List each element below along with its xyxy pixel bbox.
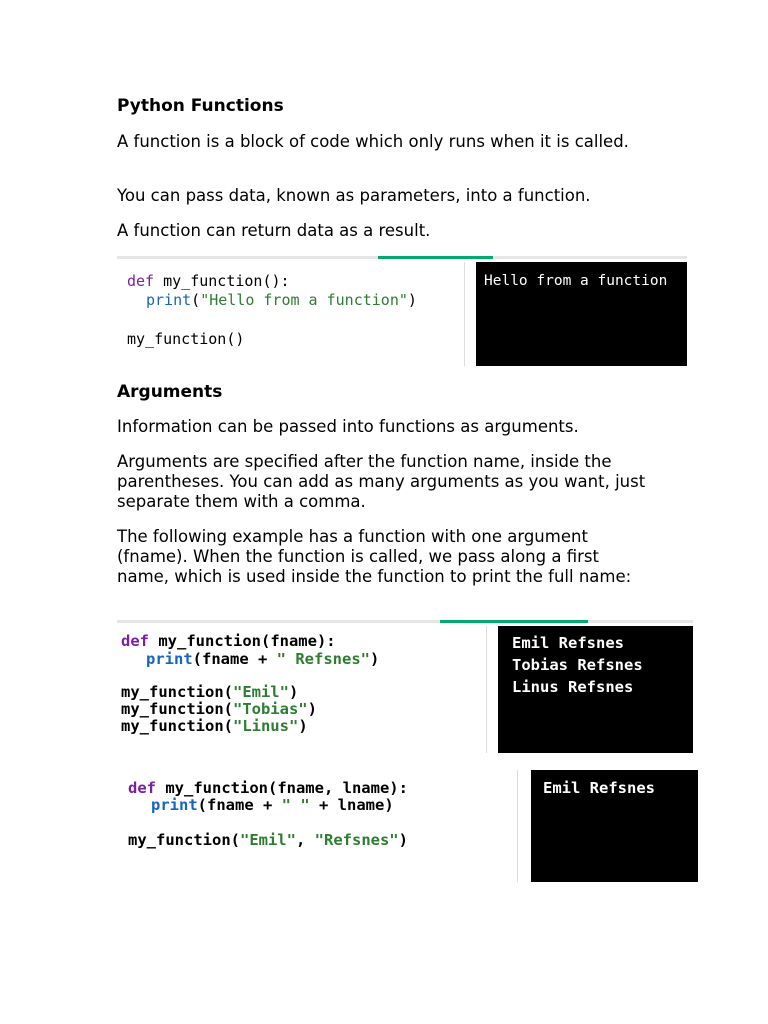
string-literal: "Linus" bbox=[232, 717, 299, 735]
code-text: my_function(fname): bbox=[149, 632, 336, 650]
example-2-output-panel bbox=[498, 626, 693, 753]
code-text: my_function( bbox=[128, 831, 240, 849]
example-2-divider bbox=[486, 626, 487, 753]
keyword-def: def bbox=[127, 272, 155, 290]
arguments-paragraph-1: Information can be passed into functions as arguments. bbox=[117, 417, 579, 436]
code-text: ) bbox=[298, 717, 308, 735]
functions-paragraph-3: A function can return data as a result. bbox=[117, 221, 431, 240]
example-2-top-border bbox=[117, 620, 693, 623]
code-text: ) bbox=[398, 831, 408, 849]
arguments-paragraph-2: Arguments are specified after the function name, inside the parentheses. You can add as many arguments as you want, just separate them with a comma. bbox=[117, 452, 646, 511]
output-line: Emil Refsnes bbox=[543, 779, 655, 797]
code-line bbox=[146, 650, 379, 668]
code-text: ) bbox=[407, 291, 417, 309]
example-1-output-panel bbox=[476, 262, 687, 366]
code-line bbox=[127, 272, 290, 290]
string-literal: " " bbox=[281, 796, 310, 814]
functions-paragraph-1: A function is a block of code which only runs when it is called. bbox=[117, 132, 629, 151]
code-line bbox=[121, 632, 336, 650]
string-literal: " Refsnes" bbox=[276, 650, 370, 668]
code-text: my_function( bbox=[121, 700, 233, 718]
keyword-def: def bbox=[121, 632, 149, 650]
string-literal: "Emil" bbox=[239, 831, 296, 849]
example-3-output-panel bbox=[531, 770, 698, 882]
example-3-divider bbox=[517, 770, 518, 882]
section-title-arguments: Arguments bbox=[117, 382, 223, 402]
example-2-accent-bar bbox=[440, 620, 588, 623]
code-text: my_function( bbox=[121, 683, 233, 701]
code-text: ) bbox=[370, 650, 380, 668]
arguments-paragraph-3: The following example has a function with one argument (fname). When the function is called, we pass along a first name, which is used inside the function to print the full name: bbox=[117, 527, 632, 586]
code-text: my_function( bbox=[121, 717, 233, 735]
string-literal: "Hello from a function" bbox=[200, 291, 408, 309]
string-literal: "Refsnes" bbox=[314, 831, 399, 849]
code-line bbox=[121, 683, 298, 701]
output-line: Linus Refsnes bbox=[512, 678, 634, 696]
functions-paragraph-2: You can pass data, known as parameters, into a function. bbox=[117, 186, 591, 205]
code-text: (fname + bbox=[192, 650, 277, 668]
section-title-functions: Python Functions bbox=[117, 96, 284, 116]
keyword-def: def bbox=[128, 779, 156, 797]
builtin-print: print bbox=[146, 291, 192, 309]
code-line bbox=[121, 717, 308, 735]
output-line: Tobias Refsnes bbox=[512, 656, 643, 674]
code-text: , bbox=[295, 831, 315, 849]
code-line bbox=[151, 796, 394, 814]
code-text: ) bbox=[307, 700, 317, 718]
string-literal: "Tobias" bbox=[232, 700, 308, 718]
code-text: ( bbox=[191, 291, 201, 309]
builtin-print: print bbox=[146, 650, 193, 668]
example-2-code-panel bbox=[117, 626, 486, 753]
string-literal: "Emil" bbox=[232, 683, 289, 701]
builtin-print: print bbox=[151, 796, 198, 814]
output-line: Hello from a function bbox=[484, 273, 668, 289]
code-text: ) bbox=[288, 683, 299, 701]
code-line bbox=[128, 779, 408, 797]
code-text: my_function(): bbox=[154, 272, 290, 290]
example-1-accent-bar bbox=[378, 256, 493, 259]
example-3-code-panel bbox=[117, 770, 517, 882]
code-line bbox=[121, 700, 317, 718]
example-1-code-panel bbox=[117, 262, 464, 366]
code-text: my_function(fname, lname): bbox=[156, 779, 408, 797]
code-line: my_function() bbox=[127, 330, 245, 348]
code-line bbox=[146, 291, 417, 309]
code-text: + lname) bbox=[309, 796, 394, 814]
output-line: Emil Refsnes bbox=[512, 634, 624, 652]
code-text: (fname + bbox=[197, 796, 282, 814]
example-1-divider bbox=[464, 262, 465, 366]
code-line bbox=[128, 831, 408, 849]
